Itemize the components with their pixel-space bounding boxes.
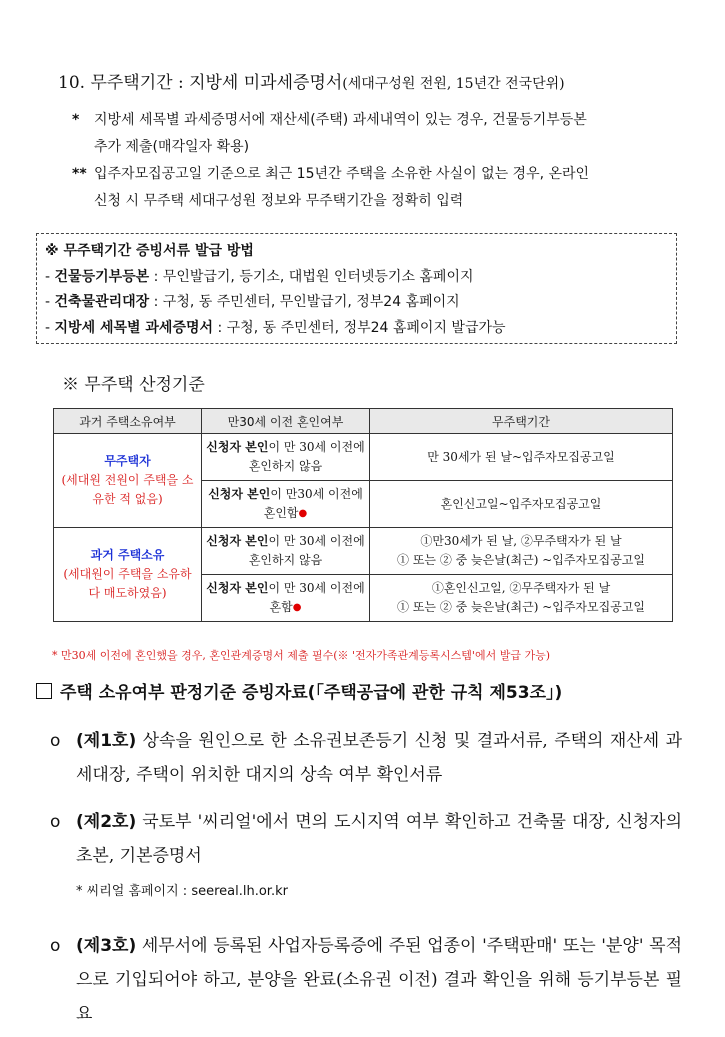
note-text: 지방세 세목별 과세증명서에 재산세(주택) 과세내역이 있는 경우, 건물등기부등본 (94, 112, 587, 128)
item-number: (제3호) (76, 936, 137, 956)
main-heading-text: 주택 소유여부 판정기준 증빙자료(「주택공급에 관한 규칙 제53조」) (60, 683, 563, 703)
bullet-icon: o (50, 936, 61, 956)
period-line: ① 또는 ② 중 늦은날(최근) ~입주자모집공고일 (397, 600, 645, 614)
period-cell (370, 575, 673, 622)
note-text-cont: 추가 제출(매각일자 확용) (94, 139, 250, 155)
cond-bold: 신청자 본인 (206, 534, 269, 548)
section-10-label: 10. 무주택기간 : 지방세 미과세증명서 (58, 73, 343, 93)
item-text: 상속을 원인으로 한 소유권보존등기 신청 및 결과서류, 주택의 재산세 과세대장, 주택이 위치한 대지의 상속 여부 확인서류 (76, 731, 682, 785)
period-line: ①혼인신고일, ②무주택자가 된 날 (431, 581, 611, 595)
table-footnote: * 만30세 이전에 혼인했을 경우, 혼인관계증명서 제출 필수(※ '전자가족관계등록시스템'에서 발급 가능) (52, 649, 551, 662)
note-text-cont: 신청 시 무주택 세대구성원 정보와 무주택기간을 정확히 입력 (94, 193, 464, 209)
list-item (46, 724, 682, 792)
note-text: 입주자모집공고일 기준으로 최근 15년간 주택을 소유한 사실이 없는 경우, 온라인 (94, 166, 590, 182)
item-number: (제1호) (76, 731, 137, 751)
period-cell: 혼인신고일~입주자모집공고일 (370, 481, 673, 528)
table-row (54, 434, 673, 481)
note-mark: ** (72, 166, 87, 182)
item-text: 국토부 '씨리얼'에서 면의 도시지역 여부 확인하고 건축물 대장, 신청자의 초본, 기본증명서 (76, 812, 682, 866)
period-line: ①만30세가 된 날, ②무주택자가 된 날 (420, 534, 622, 548)
section-10-heading (58, 68, 565, 93)
item-number: (제2호) (76, 812, 137, 832)
cond-bold: 신청자 본인 (206, 440, 269, 454)
red-dot-icon: ● (292, 602, 302, 613)
period-cell (370, 528, 673, 575)
calc-criteria-title: ※ 무주택 산정기준 (62, 375, 205, 395)
table-header: 무주택기간 (370, 409, 673, 434)
issue-method-box (36, 233, 677, 344)
section-10-sub: (세대구성원 전원, 15년간 전국단위) (342, 76, 565, 92)
period-line: ① 또는 ② 중 늦은날(최근) ~입주자모집공고일 (397, 553, 645, 567)
cond-bold: 신청자 본인 (206, 581, 269, 595)
condition-cell (202, 481, 370, 528)
box-line: - 지방세 세목별 과세증명서 : 구청, 동 주민센터, 정부24 홈페이지 발급가능 (45, 319, 506, 336)
condition-cell (202, 434, 370, 481)
group-title: 과거 주택소유 (90, 548, 165, 562)
condition-cell (202, 575, 370, 622)
box-title: ※ 무주택기간 증빙서류 발급 방법 (45, 243, 254, 259)
list-item (46, 805, 682, 873)
group-desc: (세대원 전원이 주택을 소유한 적 없음) (61, 473, 194, 506)
box-line: - 건축물관리대장 : 구청, 동 주민센터, 무인발급기, 정부24 홈페이지 (45, 294, 460, 310)
table-header-row (54, 409, 673, 434)
cond-bold: 신청자 본인 (208, 487, 271, 501)
seereal-note: * 씨리얼 홈페이지 : seereal.lh.or.kr (76, 884, 288, 899)
box-line-label: 지방세 세목별 과세증명서 (54, 319, 214, 336)
item-text: 세무서에 등록된 사업자등록증에 주된 업종이 '주택판매' 또는 '분양' 목적으로 기입되어야 하고, 분양을 완료(소유권 이전) 결과 확인을 위해 등기부등본 필요 (76, 936, 682, 1024)
box-line-text: : 구청, 동 주민센터, 정부24 홈페이지 발급가능 (213, 319, 506, 336)
note-mark: * (72, 112, 80, 128)
group-title: 무주택자 (104, 454, 151, 468)
main-heading (36, 678, 562, 703)
table-header: 만30세 이전 혼인여부 (202, 409, 370, 434)
group-cell (54, 434, 202, 528)
red-dot-icon: ● (298, 508, 308, 519)
list-item (46, 929, 682, 1031)
condition-cell (202, 528, 370, 575)
box-line: - 건물등기부등본 : 무인발급기, 등기소, 대법원 인터넷등기소 홈페이지 (45, 268, 474, 285)
note-1 (72, 107, 684, 161)
box-line-text: : 구청, 동 주민센터, 무인발급기, 정부24 홈페이지 (149, 294, 460, 310)
box-line-label: 건물등기부등본 (54, 268, 150, 285)
table-row (54, 528, 673, 575)
cond-text: 이 만 30세 이전에 혼인하지 않음 (248, 534, 365, 567)
box-line-label: 건축물관리대장 (54, 294, 150, 310)
table-header: 과거 주택소유여부 (54, 409, 202, 434)
cond-text: 이 만30세 이전에 혼인함 (263, 487, 363, 520)
period-cell: 만 30세가 된 날~입주자모집공고일 (370, 434, 673, 481)
cond-text: 이 만 30세 이전에 혼함 (268, 581, 365, 614)
bullet-icon: o (50, 812, 61, 832)
group-cell (54, 528, 202, 622)
cond-text: 이 만 30세 이전에 혼인하지 않음 (248, 440, 365, 473)
group-desc: (세대원이 주택을 소유하다 매도하였음) (63, 567, 192, 600)
checkbox-square-icon (36, 683, 52, 699)
box-line-text: : 무인발급기, 등기소, 대법원 인터넷등기소 홈페이지 (149, 268, 474, 285)
bullet-icon: o (50, 731, 61, 751)
criteria-table (53, 408, 673, 622)
note-2 (72, 161, 684, 215)
